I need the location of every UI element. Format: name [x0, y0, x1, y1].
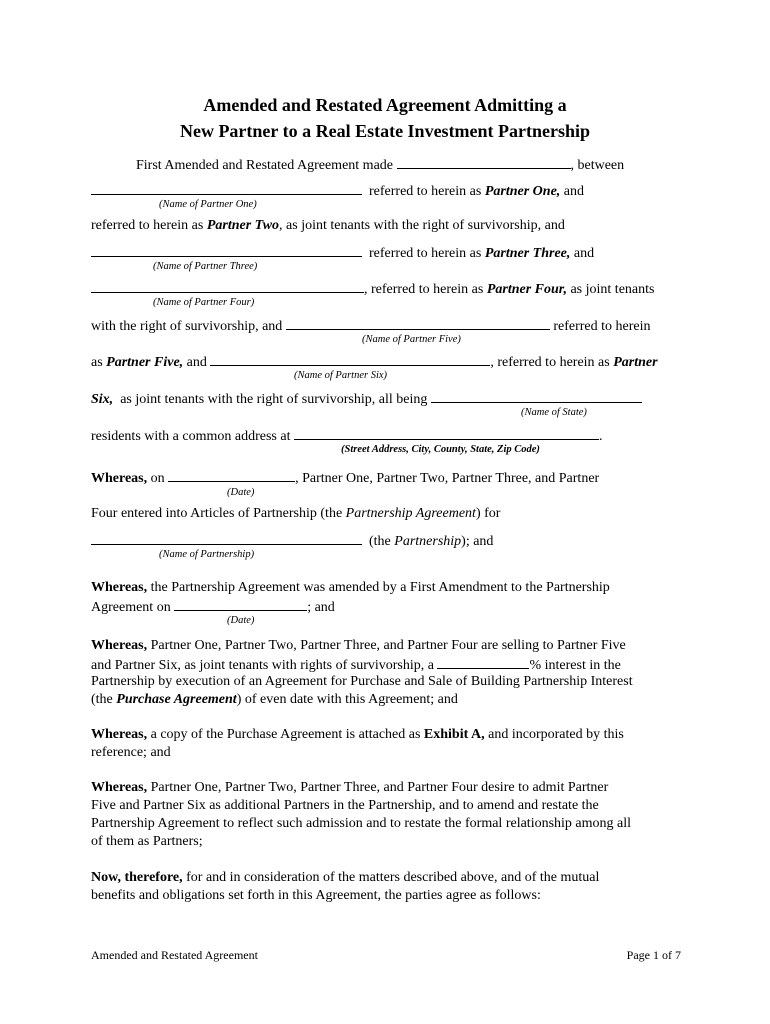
whereas-1-line-3: (the Partnership); and	[91, 531, 493, 551]
now-therefore-line-2: benefits and obligations set forth in this Agreement, the parties agree as follows:	[91, 888, 541, 903]
whereas-1-line-2: Four entered into Articles of Partnership (the Partnership Agreement) for	[91, 506, 501, 521]
interest-percent-blank	[437, 655, 529, 669]
partner-two-line: referred to herein as Partner Two, as joint tenants with the right of survivorship, and	[91, 218, 565, 233]
whereas-3-line-2: and Partner Six, as joint tenants with rights of survivorship, a % interest in the	[91, 655, 621, 675]
partner-five-name-blank	[286, 316, 550, 330]
whereas-5-line-1: Whereas, Partner One, Partner Two, Partner Three, and Partner Four desire to admit Partner	[91, 780, 609, 795]
partner-three-name-blank	[91, 243, 362, 257]
partner-four-line: , referred to herein as Partner Four, as joint tenants	[91, 279, 654, 299]
intro-line: First Amended and Restated Agreement made , between	[136, 155, 624, 175]
document-title-line-2: New Partner to a Real Estate Investment Partnership	[179, 121, 591, 141]
whereas-4-line-2: reference; and	[91, 745, 171, 760]
whereas-4-line-1: Whereas, a copy of the Purchase Agreement is attached as Exhibit A, and incorporated by this	[91, 727, 624, 742]
partner-five-line: with the right of survivorship, and referred to herein	[91, 316, 650, 336]
partner-one-name-blank	[91, 181, 362, 195]
agreement-date-blank	[397, 155, 571, 169]
whereas-3-line-1: Whereas, Partner One, Partner Two, Partner Three, and Partner Four are selling to Partner Five	[91, 638, 626, 653]
state-line: Six, as joint tenants with the right of survivorship, all being	[91, 389, 642, 409]
articles-date-blank	[168, 468, 295, 482]
partner-four-caption: (Name of Partner Four)	[153, 297, 255, 308]
whereas-5-line-3: Partnership Agreement to reflect such admission and to restate the formal relationship among all	[91, 816, 632, 831]
partner-five-caption: (Name of Partner Five)	[362, 334, 461, 345]
whereas-5-line-4: of them as Partners;	[91, 834, 203, 849]
footer-page-number: Page 1 of 7	[626, 948, 681, 962]
address-line: residents with a common address at .	[91, 426, 602, 446]
partnership-caption: (Name of Partnership)	[159, 549, 255, 560]
partner-four-name-blank	[91, 279, 364, 293]
state-caption: (Name of State)	[521, 407, 587, 418]
partner-three-caption: (Name of Partner Three)	[153, 261, 258, 272]
state-name-blank	[431, 389, 642, 403]
whereas-1-line-1: Whereas, on , Partner One, Partner Two, Partner Three, and Partner	[91, 468, 599, 488]
whereas-1-date-caption: (Date)	[227, 487, 255, 498]
whereas-2-line-2: Agreement on ; and	[91, 597, 335, 617]
whereas-5-line-2: Five and Partner Six as additional Partners in the Partnership, and to amend and restate the	[91, 798, 599, 813]
partner-three-line: referred to herein as Partner Three, and	[91, 243, 594, 263]
partner-six-line: as Partner Five, and , referred to herein as Partner	[91, 352, 658, 372]
partner-six-caption: (Name of Partner Six)	[294, 370, 388, 381]
partner-six-name-blank	[210, 352, 490, 366]
partner-one-caption: (Name of Partner One)	[159, 199, 257, 210]
address-blank	[294, 426, 599, 440]
partnership-name-blank	[91, 531, 362, 545]
footer-document-name: Amended and Restated Agreement	[91, 948, 258, 962]
address-caption: (Street Address, City, County, State, Zip Code)	[341, 444, 540, 455]
document-title-line-1: Amended and Restated Agreement Admitting a	[203, 95, 567, 115]
whereas-2-line-1: Whereas, the Partnership Agreement was amended by a First Amendment to the Partnership	[91, 580, 610, 595]
now-therefore-line-1: Now, therefore, for and in consideration of the matters described above, and of the mutual	[91, 870, 600, 885]
whereas-3-line-4: (the Purchase Agreement) of even date with this Agreement; and	[91, 692, 458, 707]
whereas-2-date-caption: (Date)	[227, 615, 255, 626]
whereas-3-line-3: Partnership by execution of an Agreement for Purchase and Sale of Building Partnership Interest	[91, 674, 633, 689]
amendment-date-blank	[174, 597, 307, 611]
partner-one-line: referred to herein as Partner One, and	[91, 181, 584, 201]
